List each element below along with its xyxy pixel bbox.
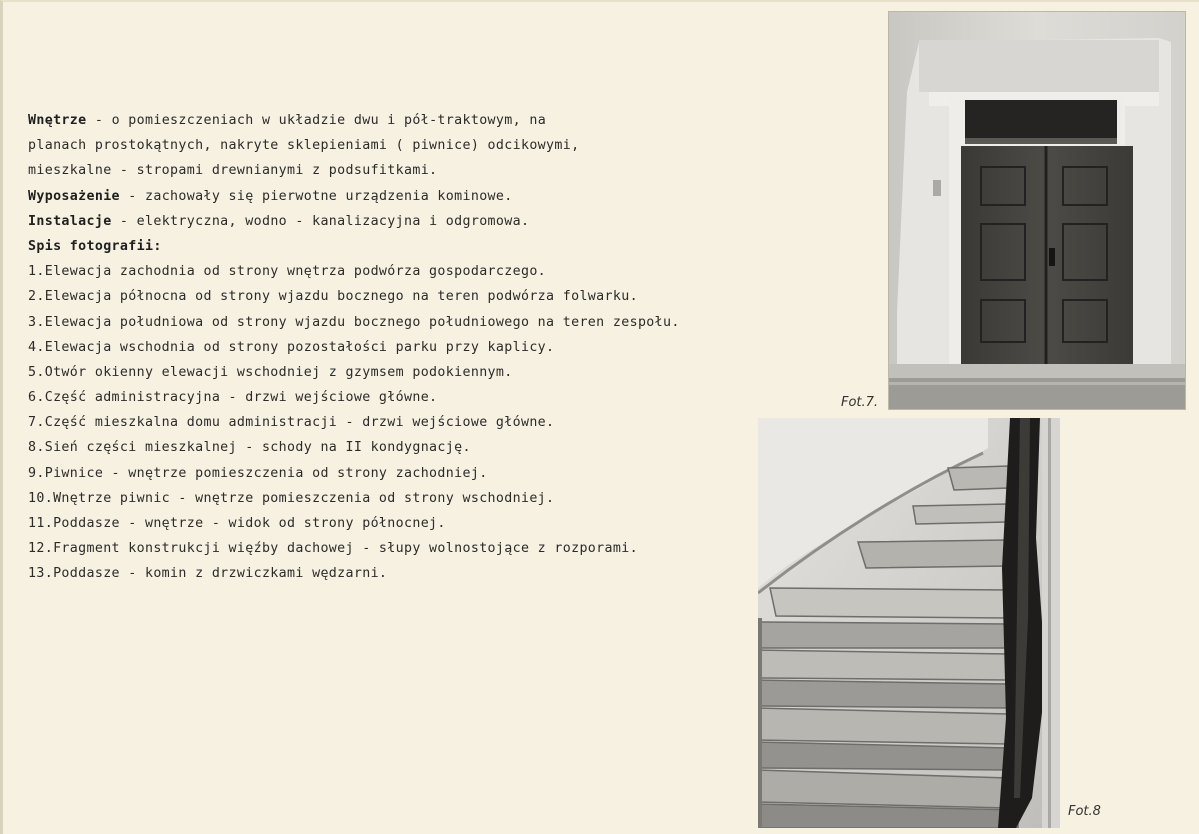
photo-list-item: 11.Poddasze - wnętrze - widok od strony północnej. [28,516,446,531]
wnetrze-label: Wnętrze [28,113,87,128]
photo-doorway [888,11,1186,410]
wyposazenie-label: Wyposażenie [28,188,120,204]
photo-list-item: 3.Elewacja południowa od strony wjazdu bocznego południowego na teren zespołu. [28,314,680,330]
wnetrze-line-2: planach prostokątnych, nakryte sklepieniami ( piwnice) odcikowymi, [28,138,580,154]
instalacje-text: - elektryczna, wodno - kanalizacyjna i odgromowa. [111,213,530,229]
instalacje-label: Instalacje [28,213,112,229]
photo-list-item: 6.Część administracyjna - drzwi wejściowe główne. [28,390,438,406]
photo-list-item: 2.Elewacja północna od strony wjazdu bocznego na teren podwórza folwarku. [28,289,638,305]
photo-list-item: 7.Część mieszkalna domu administracji - drzwi wejściowe główne. [28,415,555,431]
photo-list-item: 1.Elewacja zachodnia od strony wnętrza podwórza gospodarczego. [28,264,547,280]
wnetrze-line [28,108,768,133]
wnetrze-line-3: mieszkalne - stropami drewnianymi z podsufitkami. [28,163,438,179]
photo-list-item: 12.Fragment konstrukcji więźby dachowej - słupy wolnostojące z rozporami. [28,541,638,557]
photo-list-item: 8.Sień części mieszkalnej - schody na II kondygnację. [28,440,471,456]
photo-list-item: 4.Elewacja wschodnia od strony pozostałości parku przy kaplicy. [28,339,555,355]
photo-staircase [758,418,1060,828]
photo-list-item: 5.Otwór okienny elewacji wschodniej z gzymsem podokiennym. [28,364,513,380]
spis-fotografii-heading: Spis fotografii: [28,238,162,254]
caption-fot-8: Fot.8 [1068,804,1101,819]
photo-list-item: 10.Wnętrze piwnic - wnętrze pomieszczenia od strony wschodniej. [28,490,555,506]
wyposazenie-line [28,184,768,209]
instalacje-line [28,209,768,234]
wyposazenie-text: - zachowały się pierwotne urządzenia kominowe. [119,188,513,204]
photo-list-item: 13.Poddasze - komin z drzwiczkami wędzarni. [28,566,388,582]
description-text [28,108,768,587]
photo-list-item: 9.Piwnice - wnętrze pomieszczenia od strony zachodniej. [28,465,488,481]
caption-fot-7: Fot.7. [841,395,879,410]
wnetrze-text: - o pomieszczeniach w układzie dwu i pół-traktowym, na [86,113,547,128]
